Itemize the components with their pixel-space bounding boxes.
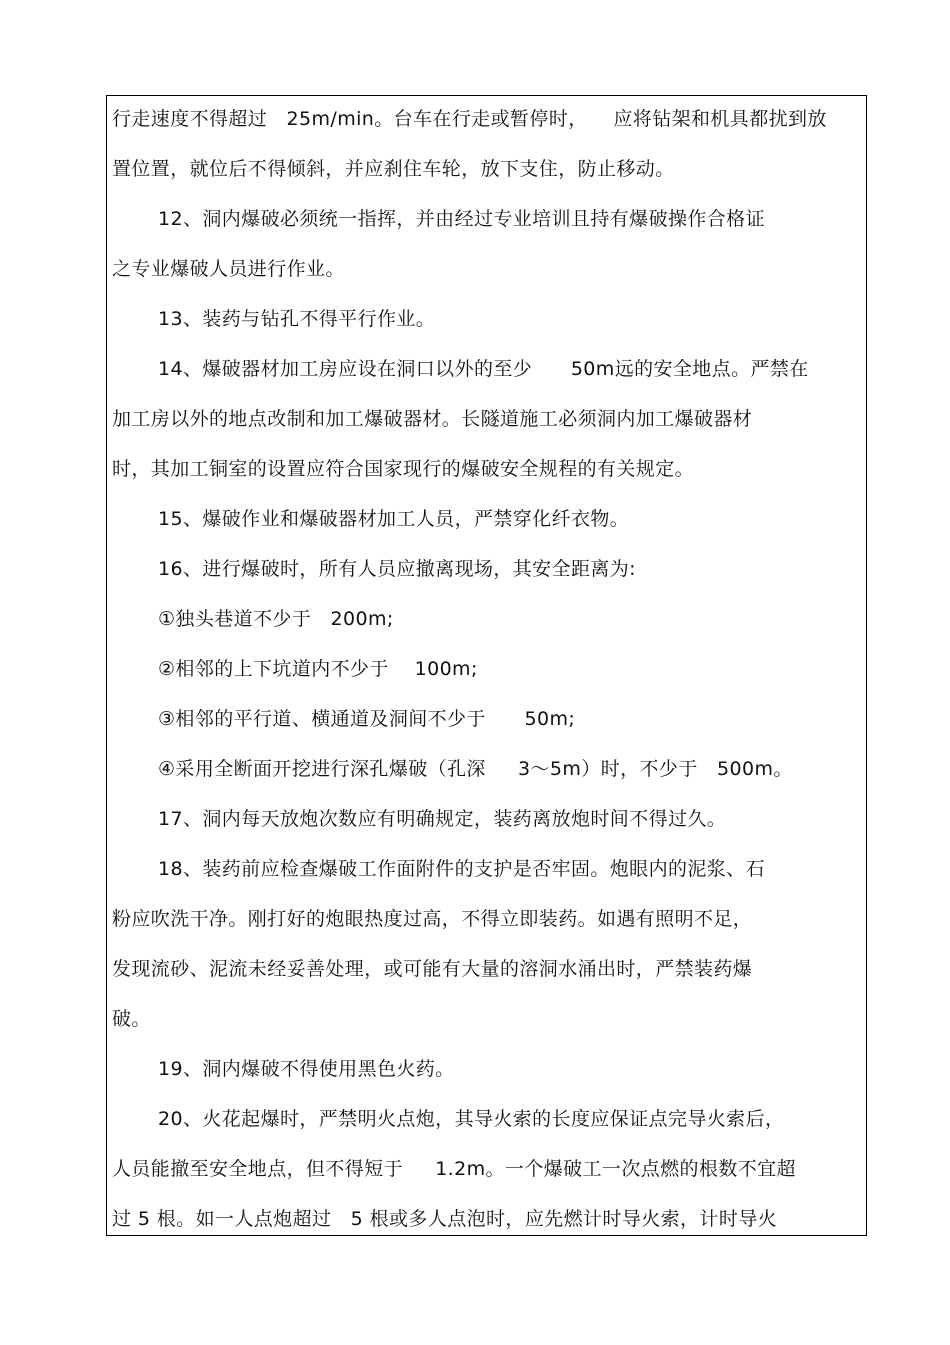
text-line: 14、爆破器材加工房应设在洞口以外的至少 50m远的安全地点。严禁在: [158, 358, 809, 380]
text-line: 20、火花起爆时，严禁明火点炮，其导火索的长度应保证点完导火索后，: [158, 1108, 785, 1130]
text-line: 时，其加工铜室的设置应符合国家现行的爆破安全规程的有关规定。: [112, 458, 695, 480]
text-line: 发现流砂、泥流未经妥善处理，或可能有大量的溶洞水涌出时，严禁装药爆: [112, 958, 753, 980]
text-line: 人员能撤至安全地点，但不得短于 1.2m。一个爆破工一次点燃的根数不宜超: [112, 1158, 796, 1180]
text-line: 19、洞内爆破不得使用黑色火药。: [158, 1058, 455, 1080]
text-line: ①独头巷道不少于 200m;: [158, 608, 394, 630]
text-line: 15、爆破作业和爆破器材加工人员，严禁穿化纤衣物。: [158, 508, 630, 530]
text-line: 粉应吹洗干净。刚打好的炮眼热度过高，不得立即装药。如遇有照明不足，: [112, 908, 753, 930]
text-line: 过 5 根。如一人点炮超过 5 根或多人点泡时，应先燃计时导火索，计时导火: [112, 1208, 778, 1230]
text-line: 行走速度不得超过 25m/min。台车在行走或暂停时， 应将钻架和机具都扰到放: [112, 108, 827, 130]
text-line: ④采用全断面开挖进行深孔爆破（孔深 3～5m）时，不少于 500m。: [158, 758, 793, 780]
text-line: 置位置，就位后不得倾斜，并应刹住车轮，放下支住，防止移动。: [112, 158, 675, 180]
text-line: ②相邻的上下坑道内不少于 100m;: [158, 658, 478, 680]
text-line: 破。: [112, 1008, 151, 1030]
text-line: 18、装药前应检查爆破工作面附件的支护是否牢固。炮眼内的泥浆、石: [158, 858, 765, 880]
text-line: 13、装药与钻孔不得平行作业。: [158, 308, 436, 330]
text-line: 16、进行爆破时，所有人员应撤离现场，其安全距离为:: [158, 558, 636, 580]
text-line: ③相邻的平行道、横通道及洞间不少于 50m;: [158, 708, 576, 730]
text-line: 17、洞内每天放炮次数应有明确规定，装药离放炮时间不得过久。: [158, 808, 727, 830]
text-line: 之专业爆破人员进行作业。: [112, 258, 345, 280]
text-line: 加工房以外的地点改制和加工爆破器材。长隧道施工必须洞内加工爆破器材: [112, 408, 753, 430]
text-line: 12、洞内爆破必须统一指挥，并由经过专业培训且持有爆破操作合格证: [158, 208, 765, 230]
